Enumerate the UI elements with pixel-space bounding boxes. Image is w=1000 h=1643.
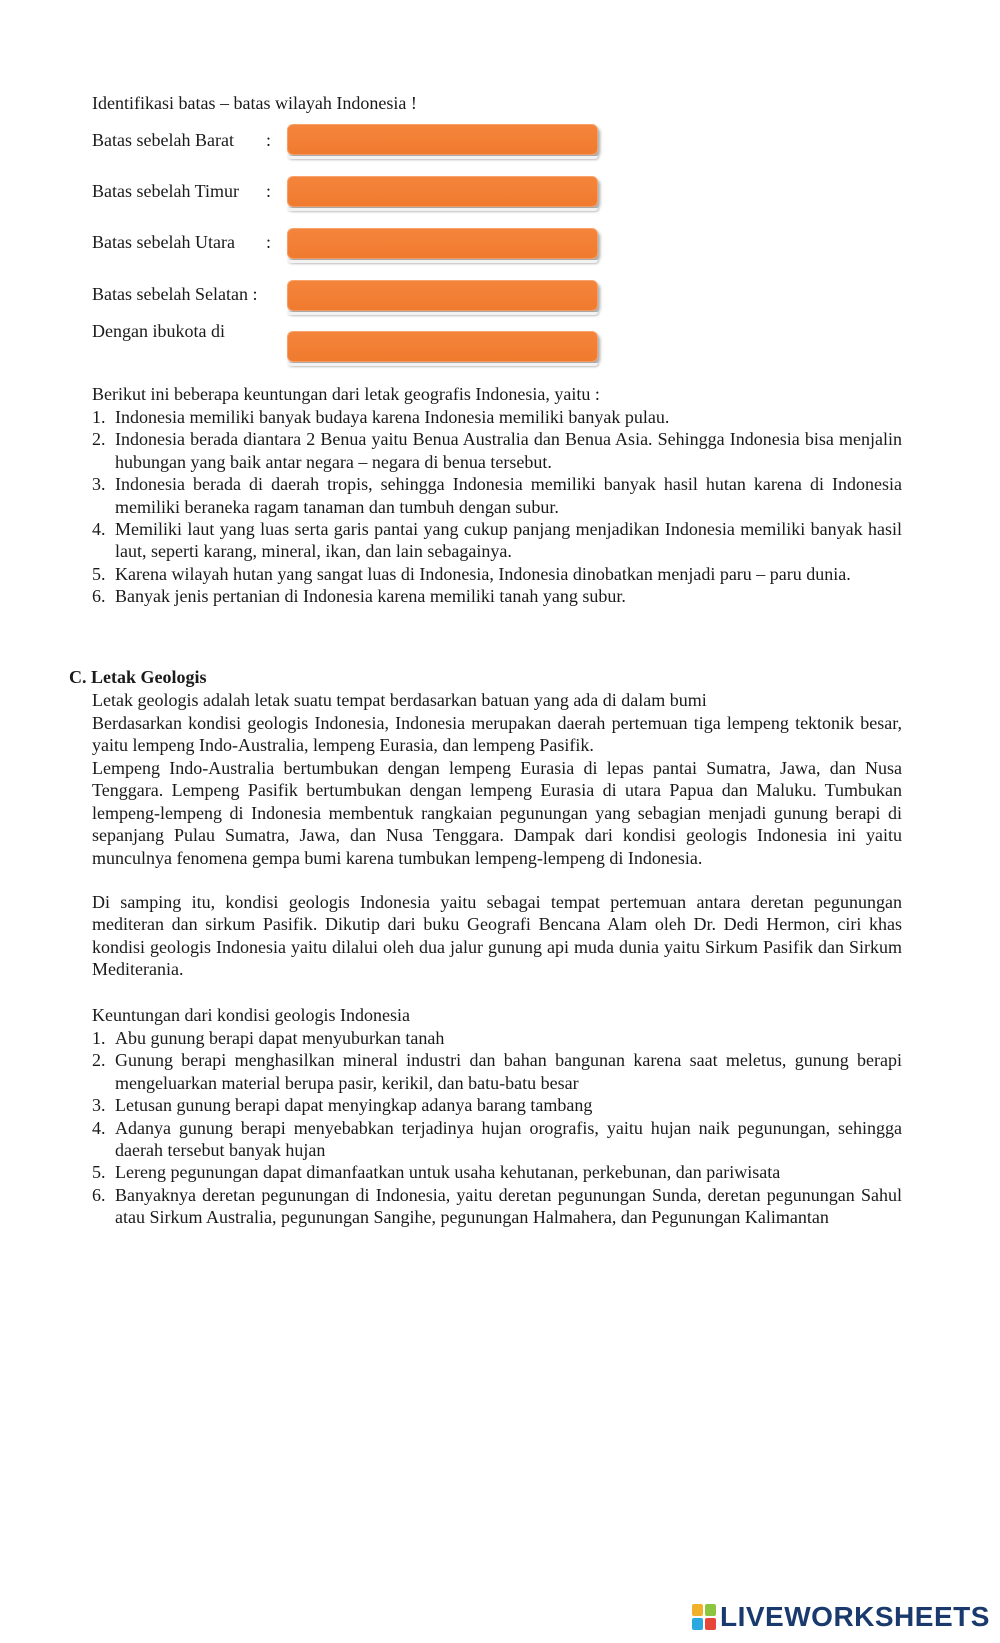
geologis-keuntungan-intro: Keuntungan dari kondisi geologis Indonesia xyxy=(92,1005,410,1025)
answer-input-barat[interactable] xyxy=(287,124,598,155)
list-item: 3. Letusan gunung berapi dapat menyingkap adanya barang tambang xyxy=(92,1095,593,1116)
list-item: 1. Abu gunung berapi dapat menyuburkan tanah xyxy=(92,1028,445,1048)
list-item: 2. Indonesia berada diantara 2 Benua yaitu Benua Australia dan Benua Asia. Sehingga Indonesia bisa menjalin hubungan yang baik antar negara – negara di benua tersebut. xyxy=(92,429,902,472)
list-item: 6. Banyaknya deretan pegunungan di Indonesia, yaitu deretan pegunungan Sunda, deretan pegunungan Sahul atau Sirkum Australia, pegunungan Sangihe, pegunungan Halmahera, dan Pegunungan Kalimantan xyxy=(92,1184,902,1228)
batas-title: Identifikasi batas – batas wilayah Indonesia ! xyxy=(92,93,417,113)
liveworksheets-logo-text: LIVEWORKSHEETS xyxy=(720,1601,990,1632)
field-label-utara: Batas sebelah Utara xyxy=(92,232,235,252)
answer-input-timur[interactable] xyxy=(287,176,598,207)
geografis-list xyxy=(92,406,902,608)
list-item: 4. Memiliki laut yang luas serta garis pantai yang cukup panjang menjadikan Indonesia memiliki banyak hasil laut, seperti karang, mineral, ikan, dan lain sebagainya. xyxy=(92,519,902,562)
geologis-paragraph-2: Berdasarkan kondisi geologis Indonesia, Indonesia merupakan daerah pertemuan tiga lempeng tektonik besar, yaitu lempeng Indo-Australia, lempeng Eurasia, dan lempeng Pasifik. xyxy=(92,713,902,756)
list-item: 2. Gunung berapi menghasilkan mineral industri dan bahan bangunan karena saat meletus, gunung berapi mengeluarkan material berupa pasir, kerikil, dan batu-batu besar xyxy=(92,1050,902,1093)
answer-input-selatan[interactable] xyxy=(287,280,598,311)
geologis-paragraph-1: Letak geologis adalah letak suatu tempat berdasarkan batuan yang ada di dalam bumi xyxy=(92,690,707,710)
geografis-intro: Berikut ini beberapa keuntungan dari letak geografis Indonesia, yaitu : xyxy=(92,384,600,404)
liveworksheets-logo-icon xyxy=(692,1604,716,1630)
geologis-paragraph-4: Di samping itu, kondisi geologis Indonesia yaitu sebagai tempat pertemuan antara deretan pegunungan mediteran dan sirkum Pasifik. Dikutip dari buku Geografi Bencana Alam oleh Dr. Dedi Hermon, ciri khas kondisi geologis Indonesia yaitu dilalui oleh dua jalur gunung api muda dunia yaitu Sirkum Pasifik dan Sirkum Mediterania. xyxy=(92,892,902,980)
list-item: 3. Indonesia berada di daerah tropis, sehingga Indonesia memiliki banyak hasil hutan karena di Indonesia memiliki beraneka ragam tanaman dan tumbuh dengan subur. xyxy=(92,474,902,517)
field-colon-utara: : xyxy=(266,232,272,252)
field-label-ibukota: Dengan ibukota di xyxy=(92,321,225,341)
answer-input-utara[interactable] xyxy=(287,228,598,259)
list-item: 5. Lereng pegunungan dapat dimanfaatkan untuk usaha kehutanan, perkebunan, dan pariwisata xyxy=(92,1162,781,1183)
section-heading-geologis: C. Letak Geologis xyxy=(69,667,207,687)
geologis-paragraph-3: Lempeng Indo-Australia bertumbukan dengan lempeng Eurasia di lepas pantai Sumatra, Jawa, dan Nusa Tenggara. Lempeng Pasifik bertumbukan dengan lempeng Eurasia di utara Papua dan Maluku. Tumbukan lempeng-lempeng di Indonesia membentuk rangkaian pegunungan yang sebagian menjadi gunung berapi di sepanjang Pulau Sumatra, Jawa, dan Nusa Tenggara. Dampak dari kondisi geologis Indonesia ini yaitu munculnya fenomena gempa bumi karena tumbukan lempeng-lempeng di Indonesia. xyxy=(92,758,902,868)
liveworksheets-logo xyxy=(692,1600,990,1634)
field-colon-timur: : xyxy=(266,181,272,201)
field-label-selatan: Batas sebelah Selatan : xyxy=(92,284,258,304)
list-item: 6. Banyak jenis pertanian di Indonesia karena memiliki tanah yang subur. xyxy=(92,586,626,607)
answer-input-ibukota[interactable] xyxy=(287,331,598,362)
field-label-timur: Batas sebelah Timur xyxy=(92,181,239,201)
list-item: 1. Indonesia memiliki banyak budaya karena Indonesia memiliki banyak pulau. xyxy=(92,407,670,427)
geologis-keuntungan-list xyxy=(92,1027,902,1229)
field-label-barat: Batas sebelah Barat xyxy=(92,130,234,150)
list-item: 4. Adanya gunung berapi menyebabkan terjadinya hujan orografis, yaitu hujan naik pegunungan, sehingga daerah tersebut banyak hujan xyxy=(92,1117,902,1161)
field-colon-barat: : xyxy=(266,130,272,150)
list-item: 5. Karena wilayah hutan yang sangat luas di Indonesia, Indonesia dinobatkan menjadi paru – paru dunia. xyxy=(92,563,851,584)
